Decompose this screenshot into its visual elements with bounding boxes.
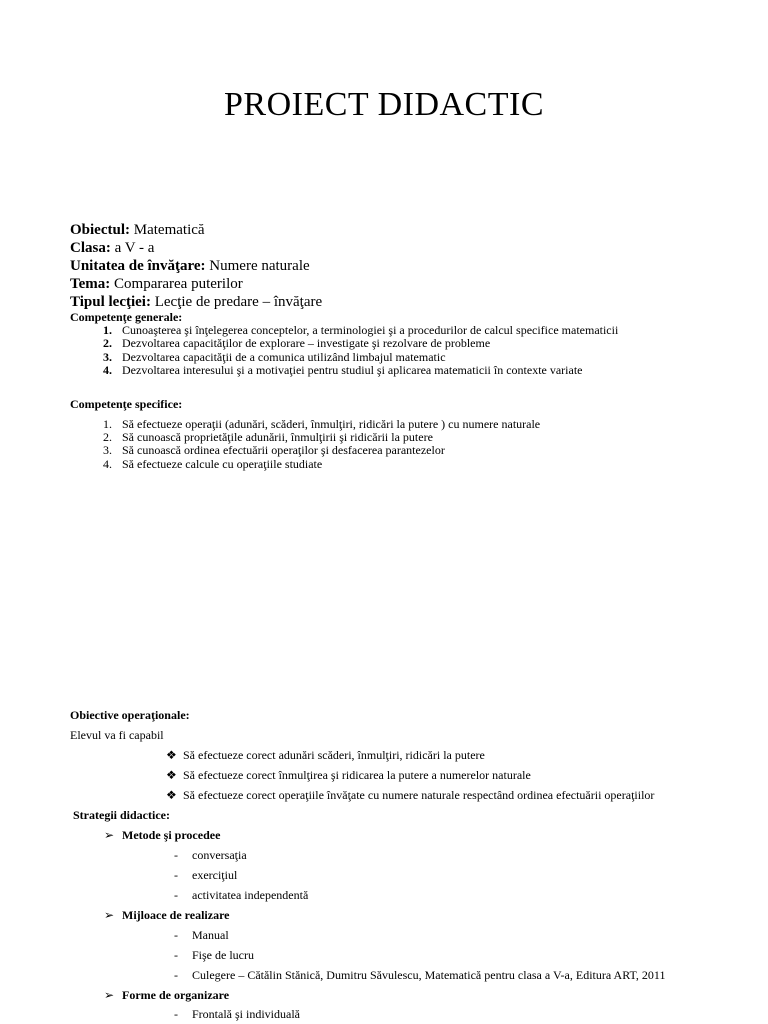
list-text: Cunoaşterea şi înţelegerea conceptelor, a terminologiei şi a procedurilor de calcul specifice matematicii bbox=[122, 323, 619, 337]
list-text: Culegere – Cătălin Stănică, Dumitru Săvulescu, Matematică pentru clasa a V-a, Editura ART, 2011 bbox=[192, 968, 666, 982]
list-text: Frontală şi individuală bbox=[192, 1007, 300, 1021]
arrow-bullet-icon: ➢ bbox=[104, 988, 115, 1002]
list-item bbox=[0, 928, 768, 944]
list-text: Dezvoltarea capacităţii de a comunica utilizând limbajul matematic bbox=[122, 350, 446, 364]
list-text: Să efectueze corect înmulţirea şi ridicarea la putere a numerelor naturale bbox=[183, 768, 531, 782]
list-number: 2. bbox=[103, 430, 112, 444]
dash-bullet: - bbox=[174, 848, 178, 862]
list-item bbox=[0, 350, 768, 364]
dash-bullet: - bbox=[174, 868, 178, 882]
list-number: 1. bbox=[103, 323, 112, 337]
list-item bbox=[0, 868, 768, 884]
list-item bbox=[0, 888, 768, 904]
dash-bullet: - bbox=[174, 968, 178, 982]
list-item bbox=[0, 1007, 768, 1023]
list-number: 3. bbox=[103, 350, 112, 364]
tipul-label: Tipul lecţiei: bbox=[70, 294, 151, 310]
competente-generale-heading: Competenţe generale: bbox=[70, 310, 183, 324]
list-text: conversaţia bbox=[192, 848, 247, 862]
list-item bbox=[0, 788, 768, 804]
mijloace-label: Mijloace de realizare bbox=[122, 908, 230, 922]
list-text: Să efectueze corect adunări scăderi, înmulţiri, ridicări la putere bbox=[183, 748, 485, 762]
tema-line bbox=[70, 275, 243, 293]
list-text: Să cunoască ordinea efectuării operaţilor şi desfacerea parantezelor bbox=[122, 443, 445, 457]
list-number: 4. bbox=[103, 457, 112, 471]
strategii-section bbox=[0, 988, 768, 1004]
arrow-bullet-icon: ➢ bbox=[104, 908, 115, 922]
list-text: activitatea independentă bbox=[192, 888, 309, 902]
list-number: 4. bbox=[103, 363, 112, 377]
list-text: Să efectueze corect operaţiile învăţate cu numere naturale respectând ordinea efectuării operaţiilor bbox=[183, 788, 655, 802]
page-title: PROIECT DIDACTIC bbox=[224, 86, 544, 123]
strategii-section bbox=[0, 828, 768, 844]
obiective-intro: Elevul va fi capabil bbox=[70, 728, 164, 742]
obiectul-value: Matematică bbox=[133, 222, 205, 238]
strategii-section bbox=[0, 908, 768, 924]
list-item bbox=[0, 968, 768, 984]
dash-bullet: - bbox=[174, 948, 178, 962]
list-item bbox=[0, 430, 768, 444]
list-item bbox=[0, 768, 768, 784]
list-item bbox=[0, 457, 768, 471]
tipul-value: Lecţie de predare – învăţare bbox=[154, 294, 323, 310]
list-text: Să efectueze calcule cu operaţiile studiate bbox=[122, 457, 323, 471]
obiectul-label: Obiectul: bbox=[70, 222, 130, 238]
list-number: 3. bbox=[103, 443, 112, 457]
obiectul-line bbox=[70, 221, 205, 239]
list-item bbox=[0, 748, 768, 764]
list-item bbox=[0, 323, 768, 337]
list-text: Să efectueze operaţii (adunări, scăderi, înmulţiri, ridicări la putere ) cu numere naturale bbox=[122, 417, 541, 431]
list-item bbox=[0, 948, 768, 964]
list-item bbox=[0, 363, 768, 377]
list-text: Manual bbox=[192, 928, 229, 942]
list-item bbox=[0, 336, 768, 350]
obiective-heading: Obiective operaţionale: bbox=[70, 708, 190, 722]
clasa-value: a V - a bbox=[114, 240, 155, 256]
list-text: exerciţiul bbox=[192, 868, 238, 882]
list-number: 1. bbox=[103, 417, 112, 431]
unitatea-value: Numere naturale bbox=[209, 258, 310, 274]
list-text: Dezvoltarea interesului şi a motivaţiei pentru studiul şi aplicarea matematicii în contexte variate bbox=[122, 363, 583, 377]
diamond-bullet-icon: ❖ bbox=[166, 748, 177, 762]
list-text: Să cunoască proprietăţile adunării, înmulţirii şi ridicării la putere bbox=[122, 430, 433, 444]
metode-label: Metode şi procedee bbox=[122, 828, 221, 842]
list-item bbox=[0, 443, 768, 457]
clasa-label: Clasa: bbox=[70, 240, 111, 256]
tipul-line bbox=[70, 293, 322, 311]
diamond-bullet-icon: ❖ bbox=[166, 768, 177, 782]
competente-specifice-heading: Competenţe specifice: bbox=[70, 397, 183, 411]
list-text: Fişe de lucru bbox=[192, 948, 254, 962]
list-item bbox=[0, 848, 768, 864]
list-number: 2. bbox=[103, 336, 112, 350]
unitatea-label: Unitatea de învăţare: bbox=[70, 258, 206, 274]
list-item bbox=[0, 417, 768, 431]
diamond-bullet-icon: ❖ bbox=[166, 788, 177, 802]
dash-bullet: - bbox=[174, 1007, 178, 1021]
clasa-line bbox=[70, 239, 154, 257]
arrow-bullet-icon: ➢ bbox=[104, 828, 115, 842]
dash-bullet: - bbox=[174, 928, 178, 942]
forme-label: Forme de organizare bbox=[122, 988, 230, 1002]
list-text: Dezvoltarea capacităţilor de explorare – investigate şi rezolvare de probleme bbox=[122, 336, 491, 350]
dash-bullet: - bbox=[174, 888, 178, 902]
strategii-heading: Strategii didactice: bbox=[73, 808, 170, 822]
tema-label: Tema: bbox=[70, 276, 111, 292]
tema-value: Compararea puterilor bbox=[114, 276, 243, 292]
unitatea-line bbox=[70, 257, 310, 275]
